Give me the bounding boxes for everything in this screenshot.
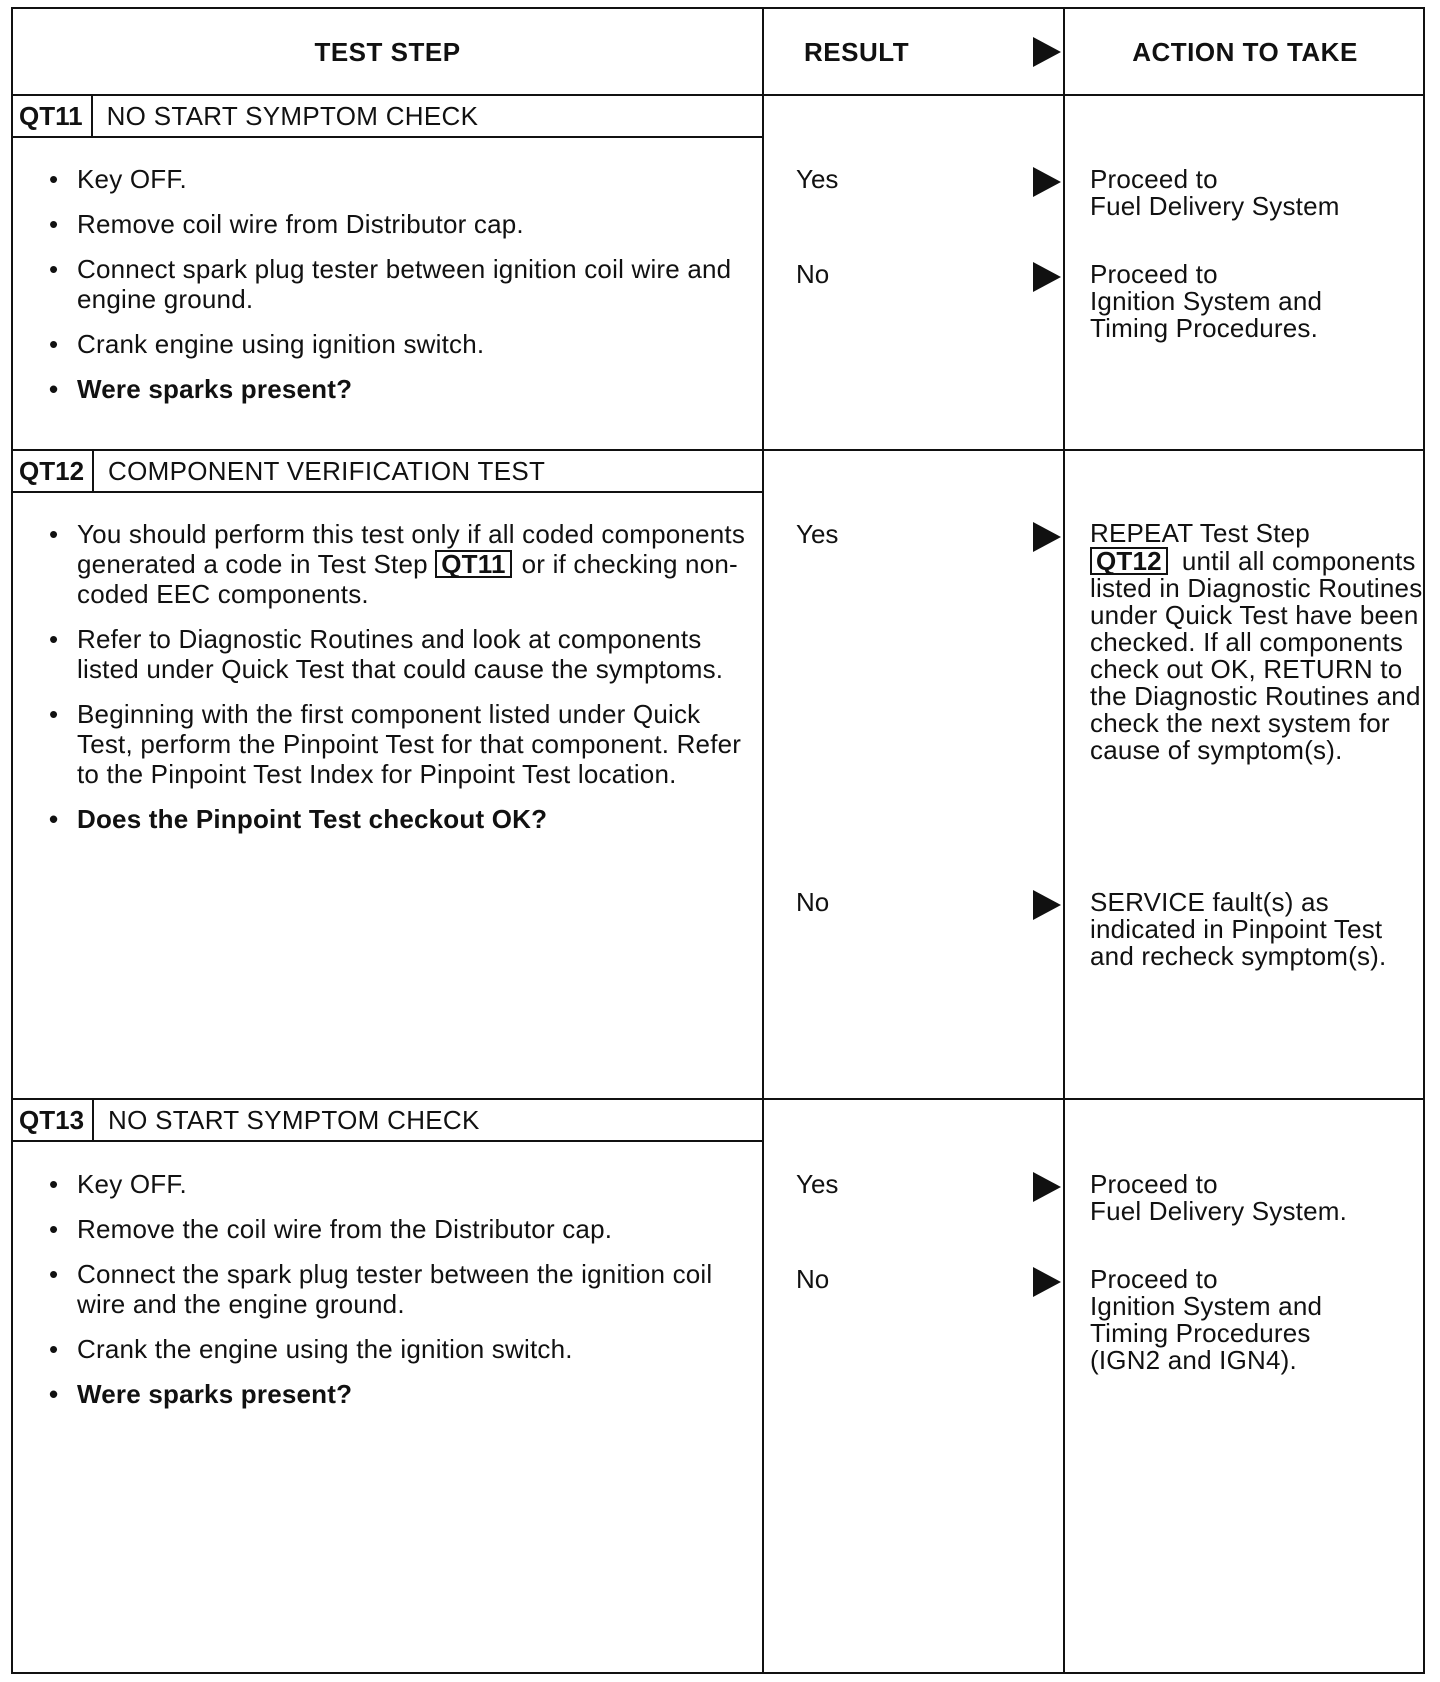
arrow-icon bbox=[1033, 1267, 1061, 1297]
step-header-qt12 bbox=[13, 451, 764, 493]
action-line: Proceed to bbox=[1090, 1169, 1218, 1199]
step-title: NO START SYMPTOM CHECK bbox=[108, 1104, 480, 1135]
action-line: Fuel Delivery System. bbox=[1090, 1196, 1348, 1226]
bullet-text: You should perform this test only if all coded components generated a code in Test Step bbox=[77, 519, 746, 579]
action-line: Proceed to bbox=[1090, 259, 1218, 289]
step-id: QT12 bbox=[13, 451, 94, 491]
arrow-icon bbox=[1033, 37, 1061, 67]
result-yes: Yes bbox=[796, 164, 839, 194]
step-header-qt11 bbox=[13, 96, 764, 138]
test-step-table bbox=[11, 7, 1425, 1674]
column-divider bbox=[1063, 9, 1065, 1672]
bullet-item: • Remove coil wire from Distributor cap. bbox=[35, 209, 755, 239]
header-action: ACTION TO TAKE bbox=[1132, 36, 1358, 67]
bullet-item: • Key OFF. bbox=[35, 164, 755, 194]
bullet-item: • Remove the coil wire from the Distributor cap. bbox=[35, 1214, 755, 1244]
action-text bbox=[1090, 1171, 1430, 1225]
action-text: SERVICE fault(s) as indicated in Pinpoint Test and recheck symptom(s). bbox=[1090, 887, 1387, 971]
action-line: (IGN2 and IGN4). bbox=[1090, 1345, 1297, 1375]
bullet-item bbox=[35, 519, 755, 609]
result-no: No bbox=[796, 887, 830, 917]
arrow-icon bbox=[1033, 890, 1061, 920]
action-line: REPEAT Test Step bbox=[1090, 518, 1310, 548]
step-bullets-qt13 bbox=[35, 1169, 755, 1424]
step-reference: QT12 bbox=[1090, 547, 1168, 575]
action-text bbox=[1090, 166, 1430, 220]
bullet-item: • Crank the engine using the ignition switch. bbox=[35, 1334, 755, 1364]
step-id: QT11 bbox=[13, 96, 93, 136]
action-text bbox=[1090, 520, 1430, 764]
result-no: No bbox=[796, 259, 830, 289]
action-text bbox=[1090, 1266, 1430, 1374]
bullet-item: • Key OFF. bbox=[35, 1169, 755, 1199]
action-line: Ignition System and bbox=[1090, 1291, 1323, 1321]
arrow-icon bbox=[1033, 167, 1061, 197]
bullet-item: • Beginning with the first component listed under Quick Test, perform the Pinpoint Test for that component. Refer to the Pinpoint Test Index for Pinpoint Test location. bbox=[35, 699, 755, 789]
bullet-item: • Crank engine using ignition switch. bbox=[35, 329, 755, 359]
header-test-step: TEST STEP bbox=[314, 36, 461, 67]
action-line: Ignition System and bbox=[1090, 286, 1323, 316]
bullet-text: or if checking non-coded EEC components. bbox=[77, 549, 738, 609]
action-line: Proceed to bbox=[1090, 1264, 1218, 1294]
bullet-item: • Refer to Diagnostic Routines and look at components listed under Quick Test that could cause the symptoms. bbox=[35, 624, 755, 684]
action-line: Timing Procedures bbox=[1090, 1318, 1311, 1348]
bullet-item: • Connect the spark plug tester between the ignition coil wire and the engine ground. bbox=[35, 1259, 755, 1319]
step-reference: QT11 bbox=[435, 550, 511, 578]
result-no: No bbox=[796, 1264, 830, 1294]
action-line: Proceed to bbox=[1090, 164, 1218, 194]
action-line: Fuel Delivery System bbox=[1090, 191, 1340, 221]
result-yes: Yes bbox=[796, 1169, 839, 1199]
bullet-question: • Does the Pinpoint Test checkout OK? bbox=[35, 804, 755, 834]
arrow-icon bbox=[1033, 1172, 1061, 1202]
action-line: until all components listed in Diagnostic Routines under Quick Test have been checked. If all components check out OK, RETURN to the Diagnostic Routines and check the next system for cause of symptom(s). bbox=[1090, 546, 1423, 765]
step-title: NO START SYMPTOM CHECK bbox=[106, 100, 479, 131]
bullet-item: • Connect spark plug tester between ignition coil wire and engine ground. bbox=[35, 254, 755, 314]
arrow-icon bbox=[1033, 262, 1061, 292]
action-line: Timing Procedures. bbox=[1090, 313, 1319, 343]
step-id: QT13 bbox=[13, 1100, 94, 1140]
step-bullets-qt12 bbox=[35, 519, 755, 849]
result-yes: Yes bbox=[796, 519, 839, 549]
step-header-qt13 bbox=[13, 1100, 764, 1142]
bullet-question: • Were sparks present? bbox=[35, 1379, 755, 1409]
header-result: RESULT bbox=[804, 36, 910, 67]
column-divider bbox=[762, 9, 764, 1672]
step-title: COMPONENT VERIFICATION TEST bbox=[108, 455, 546, 486]
step-bullets-qt11 bbox=[35, 164, 755, 419]
action-text bbox=[1090, 261, 1430, 342]
arrow-icon bbox=[1033, 522, 1061, 552]
bullet-question: • Were sparks present? bbox=[35, 374, 755, 404]
